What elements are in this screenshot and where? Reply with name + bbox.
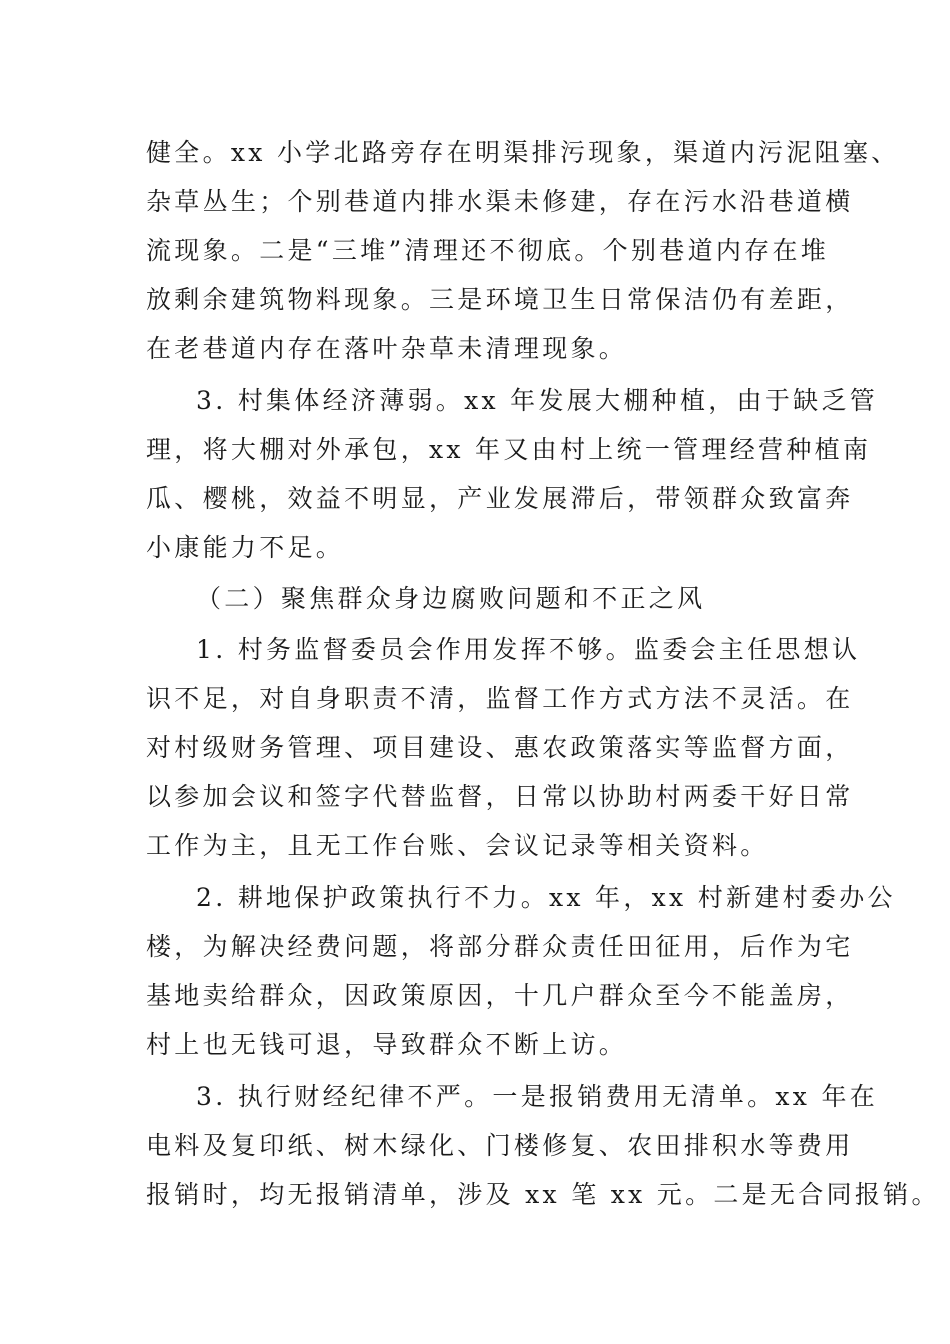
text-line-20: 3. 执行财经纪律不严。一是报销费用无清单。xx 年在 [196, 1082, 879, 1111]
text-line-8: 瓜、樱桃，效益不明显，产业发展滞后，带领群众致富奔 [146, 484, 854, 513]
text-line-5: 在老巷道内存在落叶杂草未清理现象。 [146, 334, 628, 363]
text-line-4: 放剩余建筑物料现象。三是环境卫生日常保洁仍有差距， [146, 285, 854, 314]
text-line-21: 电料及复印纸、树木绿化、门楼修复、农田排积水等费用 [146, 1131, 854, 1160]
text-line-19: 村上也无钱可退，导致群众不断上访。 [146, 1030, 628, 1059]
text-line-7: 理，将大棚对外承包，xx 年又由村上统一管理经营种植南 [146, 435, 872, 464]
text-line-15: 工作为主，且无工作台账、会议记录等相关资料。 [146, 831, 769, 860]
text-line-14: 以参加会议和签字代替监督，日常以协助村两委干好日常 [146, 782, 854, 811]
text-line-13: 对村级财务管理、项目建设、惠农政策落实等监督方面， [146, 733, 854, 762]
text-line-6: 3. 村集体经济薄弱。xx 年发展大棚种植，由于缺乏管 [196, 386, 879, 415]
text-line-11: 1. 村务监督委员会作用发挥不够。监委会主任思想认 [196, 635, 861, 664]
text-line-2: 杂草丛生；个别巷道内排水渠未修建，存在污水沿巷道横 [146, 187, 854, 216]
text-line-16: 2. 耕地保护政策执行不力。xx 年，xx 村新建村委办公 [196, 883, 896, 912]
text-line-18: 基地卖给群众，因政策原因，十几户群众至今不能盖房， [146, 981, 854, 1010]
text-line-9: 小康能力不足。 [146, 533, 345, 562]
text-line-17: 楼，为解决经费问题，将部分群众责任田征用，后作为宅 [146, 932, 854, 961]
section-heading: （二）聚焦群众身边腐败问题和不正之风 [196, 584, 706, 613]
text-line-3: 流现象。二是“三堆”清理还不彻底。个别巷道内存在堆 [146, 236, 830, 265]
text-line-12: 识不足，对自身职责不清，监督工作方式方法不灵活。在 [146, 684, 854, 713]
text-line-22: 报销时，均无报销清单，涉及 xx 笔 xx 元。二是无合同报销。 [146, 1180, 940, 1209]
text-line-1: 健全。xx 小学北路旁存在明渠排污现象，渠道内污泥阻塞、 [146, 138, 900, 167]
